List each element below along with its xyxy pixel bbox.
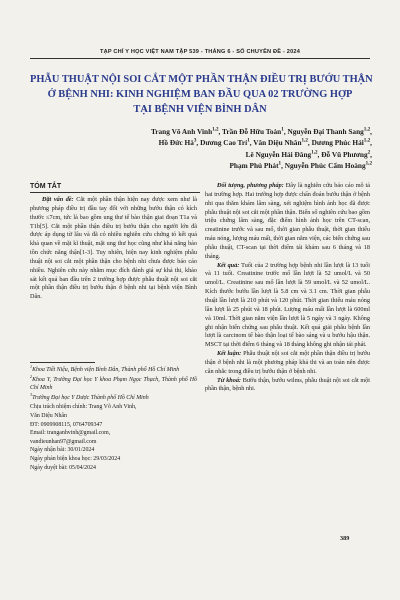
author-affiliation: 1 xyxy=(278,160,282,167)
author-affiliation: 1 xyxy=(247,137,250,144)
footnote-rule xyxy=(30,362,95,363)
author-name: Văn Diệu Nhân xyxy=(253,138,302,148)
abstract-keywords xyxy=(205,377,370,395)
affiliation-footnote: $^2$Khoa Y, Trường Đại học Y khoa Phạm Ngọc Thạch, Thành phố Hồ Chí Minh xyxy=(30,373,197,392)
author-affiliation: 1,2 xyxy=(311,149,318,156)
author-line: Hồ Đức $Hà^3$, Dương Cao Trí$^1$, Văn Diệu Nhân$^{1,2}$, Dương Phúc Hải$^{1,2}$, xyxy=(158,137,372,148)
keywords-heading: Từ khoá: xyxy=(217,376,241,384)
author-affiliation: 1,2 xyxy=(301,137,308,144)
abstract-rule xyxy=(30,192,200,193)
author-name: Hồ Đức Hà xyxy=(158,138,194,148)
results-heading: Kết quả: xyxy=(217,261,240,269)
page-number: 389 xyxy=(340,535,350,542)
author-name: Dương Cao Trí xyxy=(200,138,248,148)
author-name: Phạm Phú Phát xyxy=(229,160,279,170)
methods-text: Đây là nghiên cứu báo cáo mô tả hai trường hợp. Hai trường hợp được chẩn đoán bướu thận ở bệnh nhi qua thăm khám lâm sàng, xét nghiệm hình ảnh học đã được phẫu thuật nội soi cắt một phần thận. Biến số nghiên cứu bao gồm triệu chứng lâm sàng, đặc điểm hình ảnh học trên CT-scan, creatinine trước và sau mổ, thời gian phẫu thuật, thời gian thiếu máu nóng, lượng máu mất, thời gian nằm viện, các biến chứng sau phẫu thuật, CT-scan tại thời điểm tái khám sau 6 tháng và 18 tháng. xyxy=(205,182,371,260)
abstract-left-column xyxy=(30,196,197,302)
author-affiliation: 3 xyxy=(193,137,197,144)
author-affiliation: 1 xyxy=(281,126,284,133)
author-name: Trang Võ Anh Vinh xyxy=(150,127,213,136)
conclusion-text: Phẫu thuật nội soi cắt một phần thận điều trị bướu thận ở bệnh nhi là một phương pháp khả thi và an toàn nên được cân nhắc trong điều trị bướu thận ở bệnh nhi. xyxy=(205,350,371,375)
correspondence-line: Ngày phản biện khoa học: 29/03/2024 xyxy=(30,455,121,462)
correspondence-info xyxy=(30,403,197,472)
footnotes xyxy=(30,366,197,472)
author-name: Lê Nguyễn Hải Đăng xyxy=(245,149,312,159)
intro-text: Cắt một phần thận hiện nay được xem như là phương pháp điều trị đầu tay đối với những bướu thận có kích thước ≤7cm, tức là bao gồm ung thư tế bào thận giai đoạn T1a và T1b[5]. Cắt một phần thận điều trị bướu thận cho người lớn đã được áp dụng từ lâu và đã có nhiều nghiên cứu chứng tỏ kết quả khả quan về mặt kĩ thuật, mặt ung thư học cũng như khả năng bảo tồn chức năng thận[1-3]. Tuy nhiên, hiện nay kinh nghiệm phẫu thuật nội soi cắt một phần thận cho bệnh nhi chưa được báo cáo nhiều. Nghiên cứu này nhằm mục đích đánh giá sự khả thi, khảo sát kết quả ban đầu trên 2 trường hợp được phẫu thuật nội soi cắt một phần thận điều trị bướu thận ở bệnh nhi tại bệnh viện Bình Dân. xyxy=(30,196,197,301)
correspondence-line: ĐT: 0909908115, 0764709347 xyxy=(30,421,103,428)
affiliation-footnote: $^3$Trường Đại học Y Dược Thành phố Hồ Chí Minh xyxy=(30,391,149,401)
abstract-intro xyxy=(30,196,197,302)
correspondence-line: Văn Diệu Nhân xyxy=(30,412,67,419)
author-line: Trang Võ Anh Vinh$^{1,2}$, Trần Đỗ Hữu Toàn$^1$, Nguyễn Đại Thanh Sang$^{1,2}$, xyxy=(150,126,372,136)
affiliation-footnote: $^1$Khoa Tiết Niệu, Bệnh viện Bình Dân, Thành phố Hồ Chí Minh xyxy=(30,364,180,373)
author-name: Đỗ Vũ Phương xyxy=(321,149,368,159)
keywords-text: Bướu thận, bướu wilms, phẫu thuật nội soi cắt một phần thận, bệnh nhi. xyxy=(205,376,370,393)
title-line: TẠI BỆNH VIỆN BÌNH DÂN xyxy=(133,104,267,115)
author-list xyxy=(150,126,372,171)
abstract-results xyxy=(205,262,370,350)
correspondence-line: vandieunhan97@gmail.com xyxy=(30,438,97,445)
abstract-conclusion xyxy=(205,350,370,377)
article-title xyxy=(30,72,373,117)
abstract-heading: TÓM TẮT xyxy=(30,183,62,190)
methods-heading: Đối tượng, phương pháp: xyxy=(217,182,284,189)
correspondence-line: Ngày nhận bài: 30/01/2024 xyxy=(30,447,95,454)
abstract-right-column xyxy=(205,182,370,394)
correspondence-line: Ngày duyệt bài: 05/04/2024 xyxy=(30,464,96,471)
results-text: Tuổi của 2 trường hợp bệnh nhi lần lượt là 13 tuổi và 11 tuổi. Creatinine trước mổ lần lượt là 52 umol/L và 50 umol/L. Creatinine sau mổ lần lượt là 59 umol/L và 52 umol/L. Kích thước bướu lần lượt là 5.8 cm và 3.1 cm. Thời gian phẫu thuật lần lượt là 210 phút và 120 phút. Thời gian thiếu máu nóng lần lượt là 25 phút và 18 phút. Lượng máu mất lần lượt là 600ml và 10ml. Thời gian nằm viện lần lượt là 5 ngày và 3 ngày. Không ghi nhận biến chứng sau phẫu thuật. Kết quả giải phẫu bệnh lần lượt là carcinom tế bào thận loại tế bào sáng và u bướu hậu thận. MSCT tại thời điểm 6 tháng và 18 tháng không ghi nhận tái phát. xyxy=(205,261,370,349)
title-line: Ở BỆNH NHI: KINH NGHIỆM BAN ĐẦU QUA 02 TRƯỜNG HỢP xyxy=(47,89,353,100)
author-affiliation: 1,2 xyxy=(363,137,371,144)
author-affiliation: 1,2 xyxy=(365,160,372,167)
author-name: Nguyễn Đại Thanh Sang xyxy=(287,127,364,136)
author-name: Dương Phúc Hải xyxy=(311,138,364,148)
intro-heading: Đặt vấn đề: xyxy=(42,196,74,203)
author-affiliation: 1,2 xyxy=(212,126,219,133)
journal-header: TẠP CHÍ Y HỌC VIỆT NAM TẬP 539 - THÁNG 6 - SỐ CHUYÊN ĐỀ - 2024 xyxy=(99,49,301,55)
header-rule xyxy=(30,58,370,59)
author-line: Phạm Phú Phát$^1$, Nguyễn Phúc Cẩm Hoàng$^{1,2}$ xyxy=(229,160,372,170)
conclusion-heading: Kết luận: xyxy=(217,350,242,358)
author-name: Trần Đỗ Hữu Toàn xyxy=(222,127,282,136)
title-line: PHẪU THUẬT NỘI SOI CẮT MỘT PHẦN THẬN ĐIỀU TRỊ BƯỚU THẬN xyxy=(30,74,373,85)
author-line: Lê Nguyễn Hải Đăng$^{1,2}$, Đỗ Vũ Phương$^2$, xyxy=(245,149,372,159)
correspondence-line: Chịu trách nhiệm chính: Trang Võ Anh Vinh, xyxy=(30,404,137,411)
author-name: Nguyễn Phúc Cẩm Hoàng xyxy=(284,160,366,170)
author-affiliation: 1,2 xyxy=(363,126,371,133)
author-affiliation: 2 xyxy=(367,149,371,156)
correspondence-line: Email: tranganhvinh@gmail.com, xyxy=(30,430,111,437)
abstract-methods xyxy=(205,182,370,262)
